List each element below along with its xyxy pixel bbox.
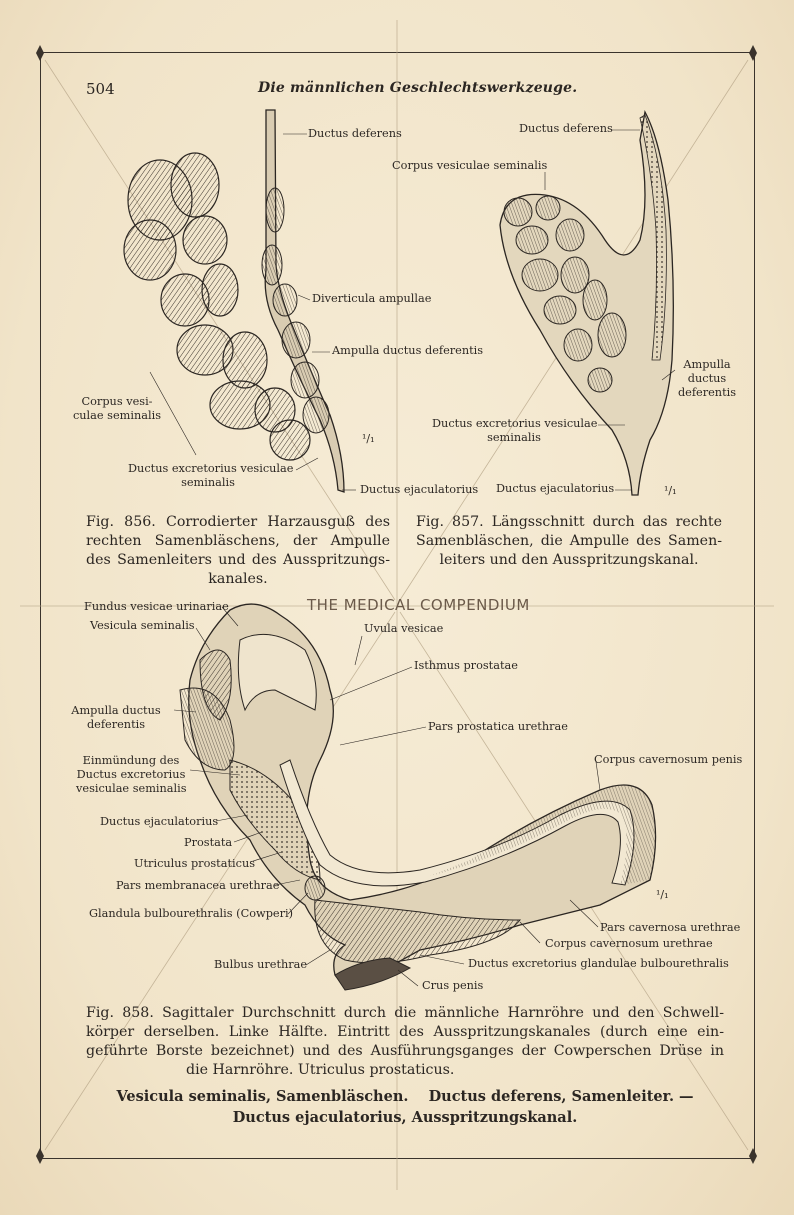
fig857-caption-line-3: leiters und den Ausspritzungskanal.: [439, 552, 699, 568]
page-number: 504: [86, 80, 115, 98]
fig856-label-excretorius-2: seminalis: [181, 476, 235, 489]
fig858-label-vesicula: Vesicula seminalis: [90, 619, 195, 632]
fig858-label-einmuendung-2: Ductus excretorius: [76, 768, 186, 781]
fig856-caption-line-3: des Samenleiters und des Ausspritzungs-: [86, 552, 390, 568]
fig858-caption-line-1: Fig. 858. Sagittaler Durchschnitt durch die männliche Harnröhre und den Schwell-: [86, 1005, 724, 1021]
fig858-label-excretorius-gland: Ductus excretorius glandulae bulbourethralis: [468, 957, 729, 970]
fig858-caption: [86, 1004, 724, 1080]
fig858-label-prostata: Prostata: [184, 836, 233, 849]
fig856-label-diverticula: Diverticula ampullae: [312, 292, 432, 305]
fig858-label-ampulla-2: deferentis: [86, 718, 146, 731]
fig856-label-ampulla: Ampulla ductus deferentis: [332, 344, 484, 357]
fig856-caption: [86, 513, 390, 589]
fig857-caption: [416, 513, 722, 570]
fig856-scale: ¹/₁: [362, 432, 375, 445]
fig857-caption-line-1: Fig. 857. Längsschnitt durch das rechte: [416, 514, 722, 530]
fig856-label-ductus-deferens: Ductus deferens: [308, 127, 402, 140]
running-title: Die männlichen Geschlechtswerkzeuge.: [258, 80, 578, 96]
fig857-label-excretorius-1: Ductus excretorius vesiculae: [432, 417, 598, 430]
fig857-label-ampulla-3: deferentis: [677, 386, 737, 399]
fig858-label-pars-prostatica: Pars prostatica urethrae: [428, 720, 568, 733]
fig857-caption-line-2: Samenbläschen, die Ampulle des Samen-: [416, 533, 722, 549]
summary-line-2: Ductus ejaculatorius, Ausspritzungskanal.: [232, 1109, 578, 1126]
fig858-caption-line-3: geführte Borste bezeichnet) und des Ausführungsganges der Cowperschen Drüse in: [86, 1043, 724, 1059]
fig857-scale: ¹/₁: [664, 484, 677, 497]
fig857-label-ampulla-1: Ampulla: [683, 358, 731, 371]
fig856-label-corpus-1: Corpus vesi-: [81, 395, 153, 408]
fig858-label-glandula: Glandula bulbourethralis (Cowperi): [89, 907, 294, 920]
fig858-label-isthmus: Isthmus prostatae: [414, 659, 518, 672]
fig858-scale: ¹/₁: [656, 888, 669, 901]
fig858-label-pars-membranacea: Pars membranacea urethrae: [116, 879, 280, 892]
fig857-label-ejaculatorius: Ductus ejaculatorius: [496, 482, 615, 495]
fig858-caption-line-4: die Harnröhre. Utriculus prostaticus.: [186, 1062, 455, 1078]
fig856-caption-line-4: kanales.: [208, 571, 268, 587]
fig856-label-excretorius-1: Ductus excretorius vesiculae: [128, 462, 294, 475]
fig858-label-einmuendung-3: vesiculae seminalis: [76, 782, 187, 795]
fig858-label-corpus-cav-urethrae: Corpus cavernosum urethrae: [545, 937, 713, 950]
fig858-label-ampulla-1: Ampulla ductus: [71, 704, 161, 717]
fig857-label-excretorius-2: seminalis: [487, 431, 541, 444]
fig856-caption-line-1: Fig. 856. Corrodierter Harzausguß des: [86, 514, 390, 530]
fig858-label-crus: Crus penis: [422, 979, 484, 992]
fig856-label-ejaculatorius: Ductus ejaculatorius: [360, 483, 479, 496]
fig858-label-bulbus: Bulbus urethrae: [214, 958, 308, 971]
summary-line-1: Vesicula seminalis, Samenbläschen. Ductus deferens, Samenleiter. —: [116, 1088, 694, 1105]
fig858-label-utriculus: Utriculus prostaticus: [134, 857, 256, 870]
fig856-caption-line-2: rechten Samenbläschens, der Ampulle: [86, 533, 390, 549]
fig858-label-ejaculatorius: Ductus ejaculatorius: [100, 815, 219, 828]
fig858-label-pars-cavernosa: Pars cavernosa urethrae: [600, 921, 741, 934]
fig858-label-corpus-cav-penis: Corpus cavernosum penis: [594, 753, 743, 766]
fig858-label-einmuendung-1: Einmündung des: [82, 754, 180, 767]
watermark-text: THE MEDICAL COMPENDIUM: [307, 596, 530, 614]
fig856-label-corpus-2: culae seminalis: [72, 409, 162, 422]
fig858-caption-line-2: körper derselben. Linke Hälfte. Eintritt des Ausspritzungskanales (durch eine ein-: [86, 1024, 724, 1040]
fig858-label-fundus: Fundus vesicae urinariae: [84, 600, 229, 613]
fig857-label-corpus: Corpus vesiculae seminalis: [392, 159, 548, 172]
summary-block: [86, 1086, 724, 1128]
fig857-label-ductus-deferens: Ductus deferens: [519, 122, 613, 135]
fig857-label-ampulla-2: ductus: [687, 372, 727, 385]
fig858-label-uvula: Uvula vesicae: [364, 622, 444, 635]
